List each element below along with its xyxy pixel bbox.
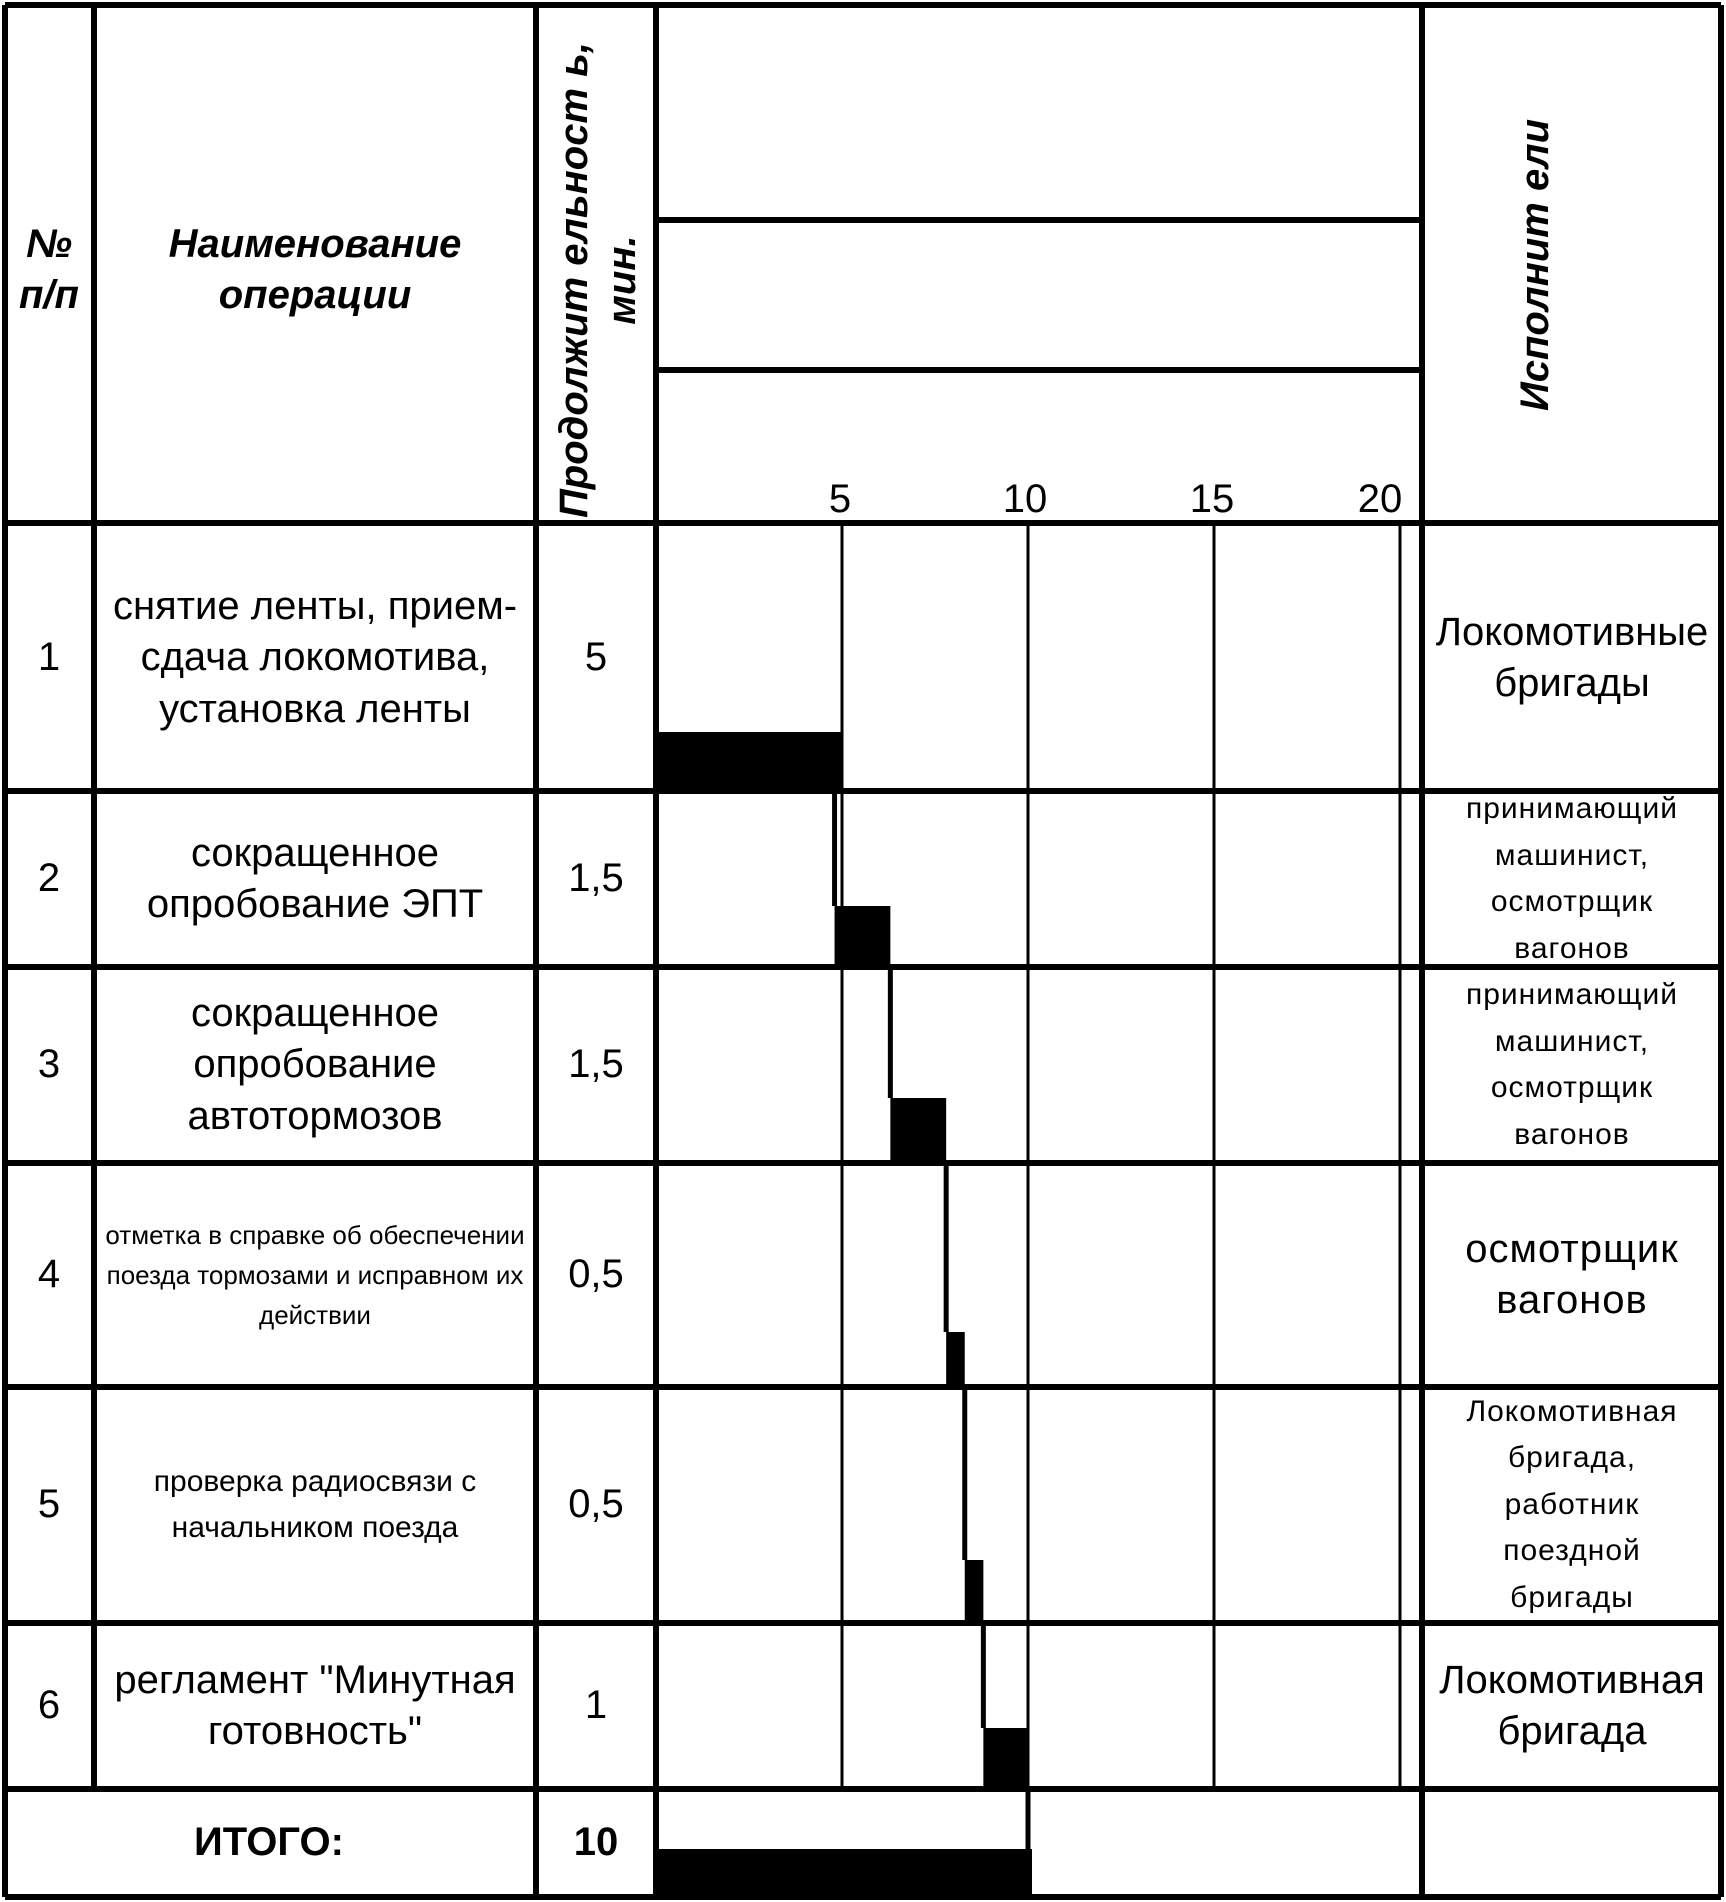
row-2-performer: принимающий машинист, осмотрщик вагонов (1465, 792, 1679, 965)
gantt-bar-row-6 (983, 1728, 1028, 1786)
scale-tick-20: 20 (1357, 477, 1403, 522)
row-3-performer: принимающий машинист, осмотрщик вагонов (1465, 978, 1679, 1151)
row-3-duration: 1,5 (568, 1042, 624, 1087)
total-duration: 10 (573, 1819, 619, 1864)
row-2-duration: 1,5 (568, 856, 624, 901)
row-6-performer: Локомотивная бригада (1439, 1657, 1705, 1753)
header-duration-line2: мин. (600, 235, 644, 325)
gantt-bar-row-3 (890, 1098, 946, 1160)
gantt-bar-row-4 (946, 1332, 965, 1384)
row-4-duration: 0,5 (568, 1252, 624, 1297)
header-num: № п/п (19, 221, 79, 317)
header-name: Наименование операции (168, 221, 462, 317)
row-1-num: 1 (37, 635, 61, 680)
scale-tick-15: 15 (1189, 477, 1235, 522)
total-label: ИТОГО: (194, 1819, 344, 1864)
row-4-performer: осмотрщик вагонов (1465, 1226, 1679, 1322)
row-5-performer: Локомотивная бригада, работник поездной бригады (1466, 1394, 1678, 1614)
row-4-num: 4 (37, 1252, 61, 1297)
row-6-name: регламент "Минутная готовность" (114, 1657, 516, 1753)
scale-tick-10: 10 (1002, 477, 1048, 522)
row-3-num: 3 (37, 1042, 61, 1087)
row-5-num: 5 (37, 1482, 61, 1527)
header-duration-line1: Продолжит ельност ь, (552, 42, 596, 518)
row-2-num: 2 (37, 856, 61, 901)
row-5-duration: 0,5 (568, 1482, 624, 1527)
row-2-name: сокращенное опробование ЭПТ (146, 830, 484, 926)
row-1-performer: Локомотивные бригады (1435, 609, 1709, 705)
row-3-name: сокращенное опробование автотормозов (187, 991, 443, 1138)
row-5-name: проверка радиосвязи с начальником поезда (153, 1464, 477, 1544)
row-1-name: снятие ленты, прием-сдача локомотива, установка ленты (112, 584, 518, 731)
row-1-duration: 5 (584, 635, 608, 680)
header-performers: Исполнит ели (1513, 118, 1557, 412)
row-4-name: отметка в справке об обеспечении поезда тормозами и исправном их действии (105, 1219, 525, 1331)
gantt-bar-row-1 (656, 732, 842, 788)
scale-tick-5: 5 (828, 477, 852, 522)
row-6-num: 6 (37, 1683, 61, 1728)
gantt-bar-total (656, 1849, 1032, 1895)
row-6-duration: 1 (584, 1683, 608, 1728)
gantt-bar-row-2 (835, 906, 891, 964)
header-duration (548, 42, 648, 518)
gantt-bar-row-5 (965, 1560, 984, 1620)
